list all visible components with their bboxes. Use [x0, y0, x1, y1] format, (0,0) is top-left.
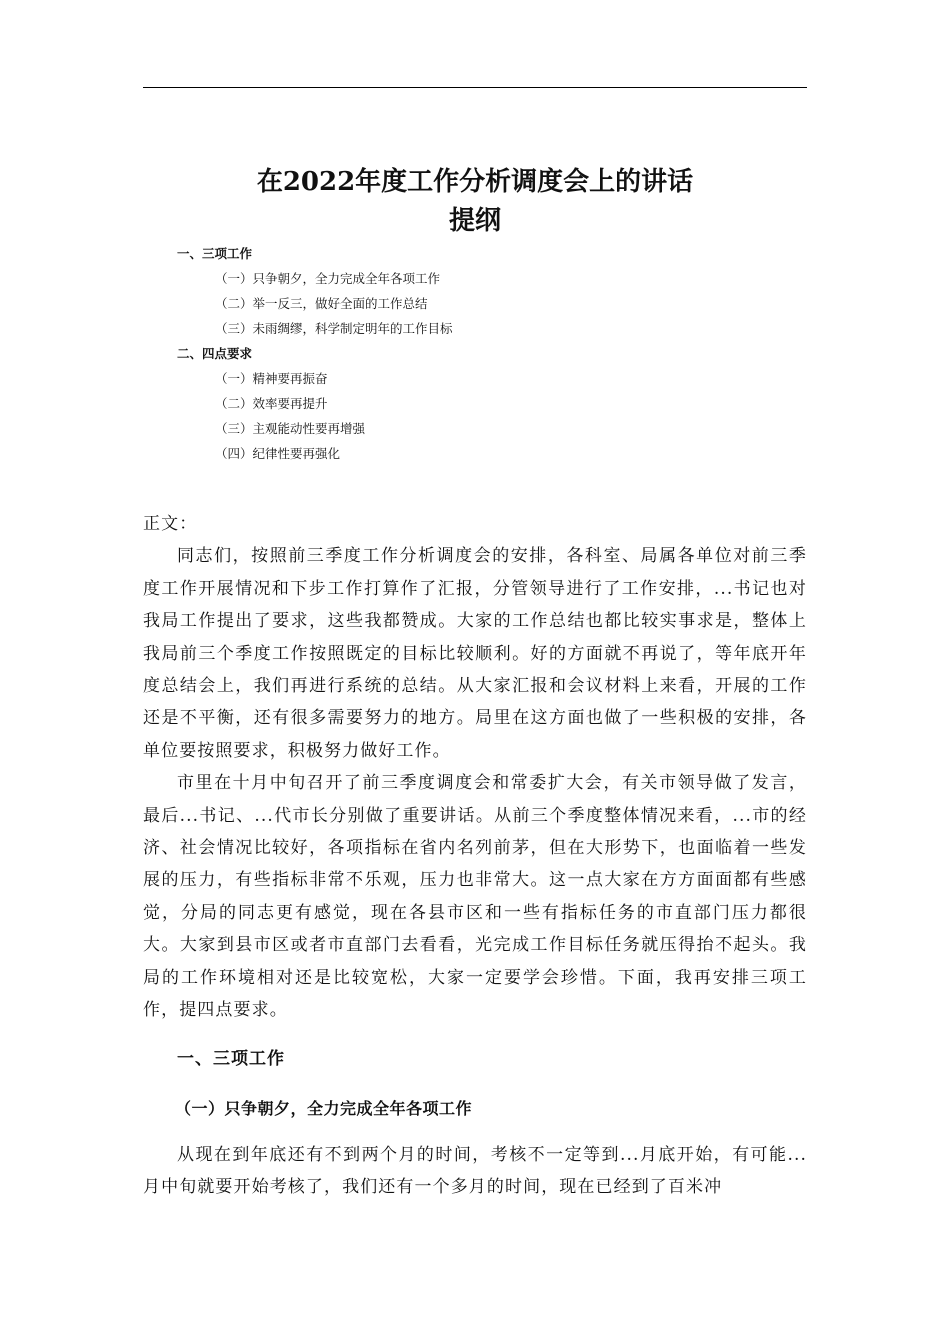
section-heading: 一、三项工作	[177, 1048, 285, 1069]
outline-item: （二）效率要再提升	[215, 396, 328, 411]
outline-heading: 二、四点要求	[177, 346, 253, 361]
outline-item: （四）纪律性要再强化	[215, 446, 341, 461]
paragraph: 同志们，按照前三季度工作分析调度会的安排，各科室、局属各单位对前三季度工作开展情况和下步工作打算作了汇报，分管领导进行了工作安排，...书记也对我局工作提出了要求，这些我都赞成。大家的工作总结也都比较实事求是，整体上我局前三个季度工作按照既定的目标比较顺利。好的方面就不再说了，等年底开年度总结会上，我们再进行系统的总结。从大家汇报和会议材料上来看，开展的工作还是不平衡，还有很多需要努力的地方。局里在这方面也做了一些积极的安排，各单位要按照要求，积极努力做好工作。	[143, 546, 807, 761]
header-rule	[143, 87, 807, 88]
outline-item: （二）举一反三，做好全面的工作总结	[215, 296, 428, 311]
outline-heading: 一、三项工作	[177, 246, 253, 261]
document-title-line2: 提纲	[448, 206, 501, 236]
outline-item: （三）主观能动性要再增强	[215, 421, 366, 436]
outline-list	[0, 241, 950, 466]
outline-item: （一）精神要再振奋	[215, 371, 328, 386]
body-label: 正文：	[143, 514, 198, 534]
subsection-heading: （一）只争朝夕，全力完成全年各项工作	[175, 1098, 473, 1118]
document-body	[143, 508, 807, 1203]
document-title: 在2022年度工作分析调度会上的讲话	[256, 167, 694, 197]
paragraph: 市里在十月中旬召开了前三季度调度会和常委扩大会，有关市领导做了发言，最后...书记、...代市长分别做了重要讲话。从前三个季度整体情况来看，...市的经济、社会情况比较好，各项指标在省内名列前茅，但在大形势下，也面临着一些发展的压力，有些指标非常不乐观，压力也非常大。这一点大家在方方面面都有些感觉，分局的同志更有感觉，现在各县市区和一些有指标任务的市直部门压力都很大。大家到县市区或者市直部门去看看，光完成工作目标任务就压得抬不起头。我局的工作环境相对还是比较宽松，大家一定要学会珍惜。下面，我再安排三项工作，提四点要求。	[143, 773, 807, 1021]
outline-item: （三）未雨绸缪，科学制定明年的工作目标	[215, 321, 453, 336]
outline-item: （一）只争朝夕，全力完成全年各项工作	[215, 271, 441, 286]
paragraph: 从现在到年底还有不到两个月的时间，考核不一定等到...月底开始，有可能...月中旬就要开始考核了，我们还有一个多月的时间，现在已经到了百米冲	[143, 1144, 807, 1197]
